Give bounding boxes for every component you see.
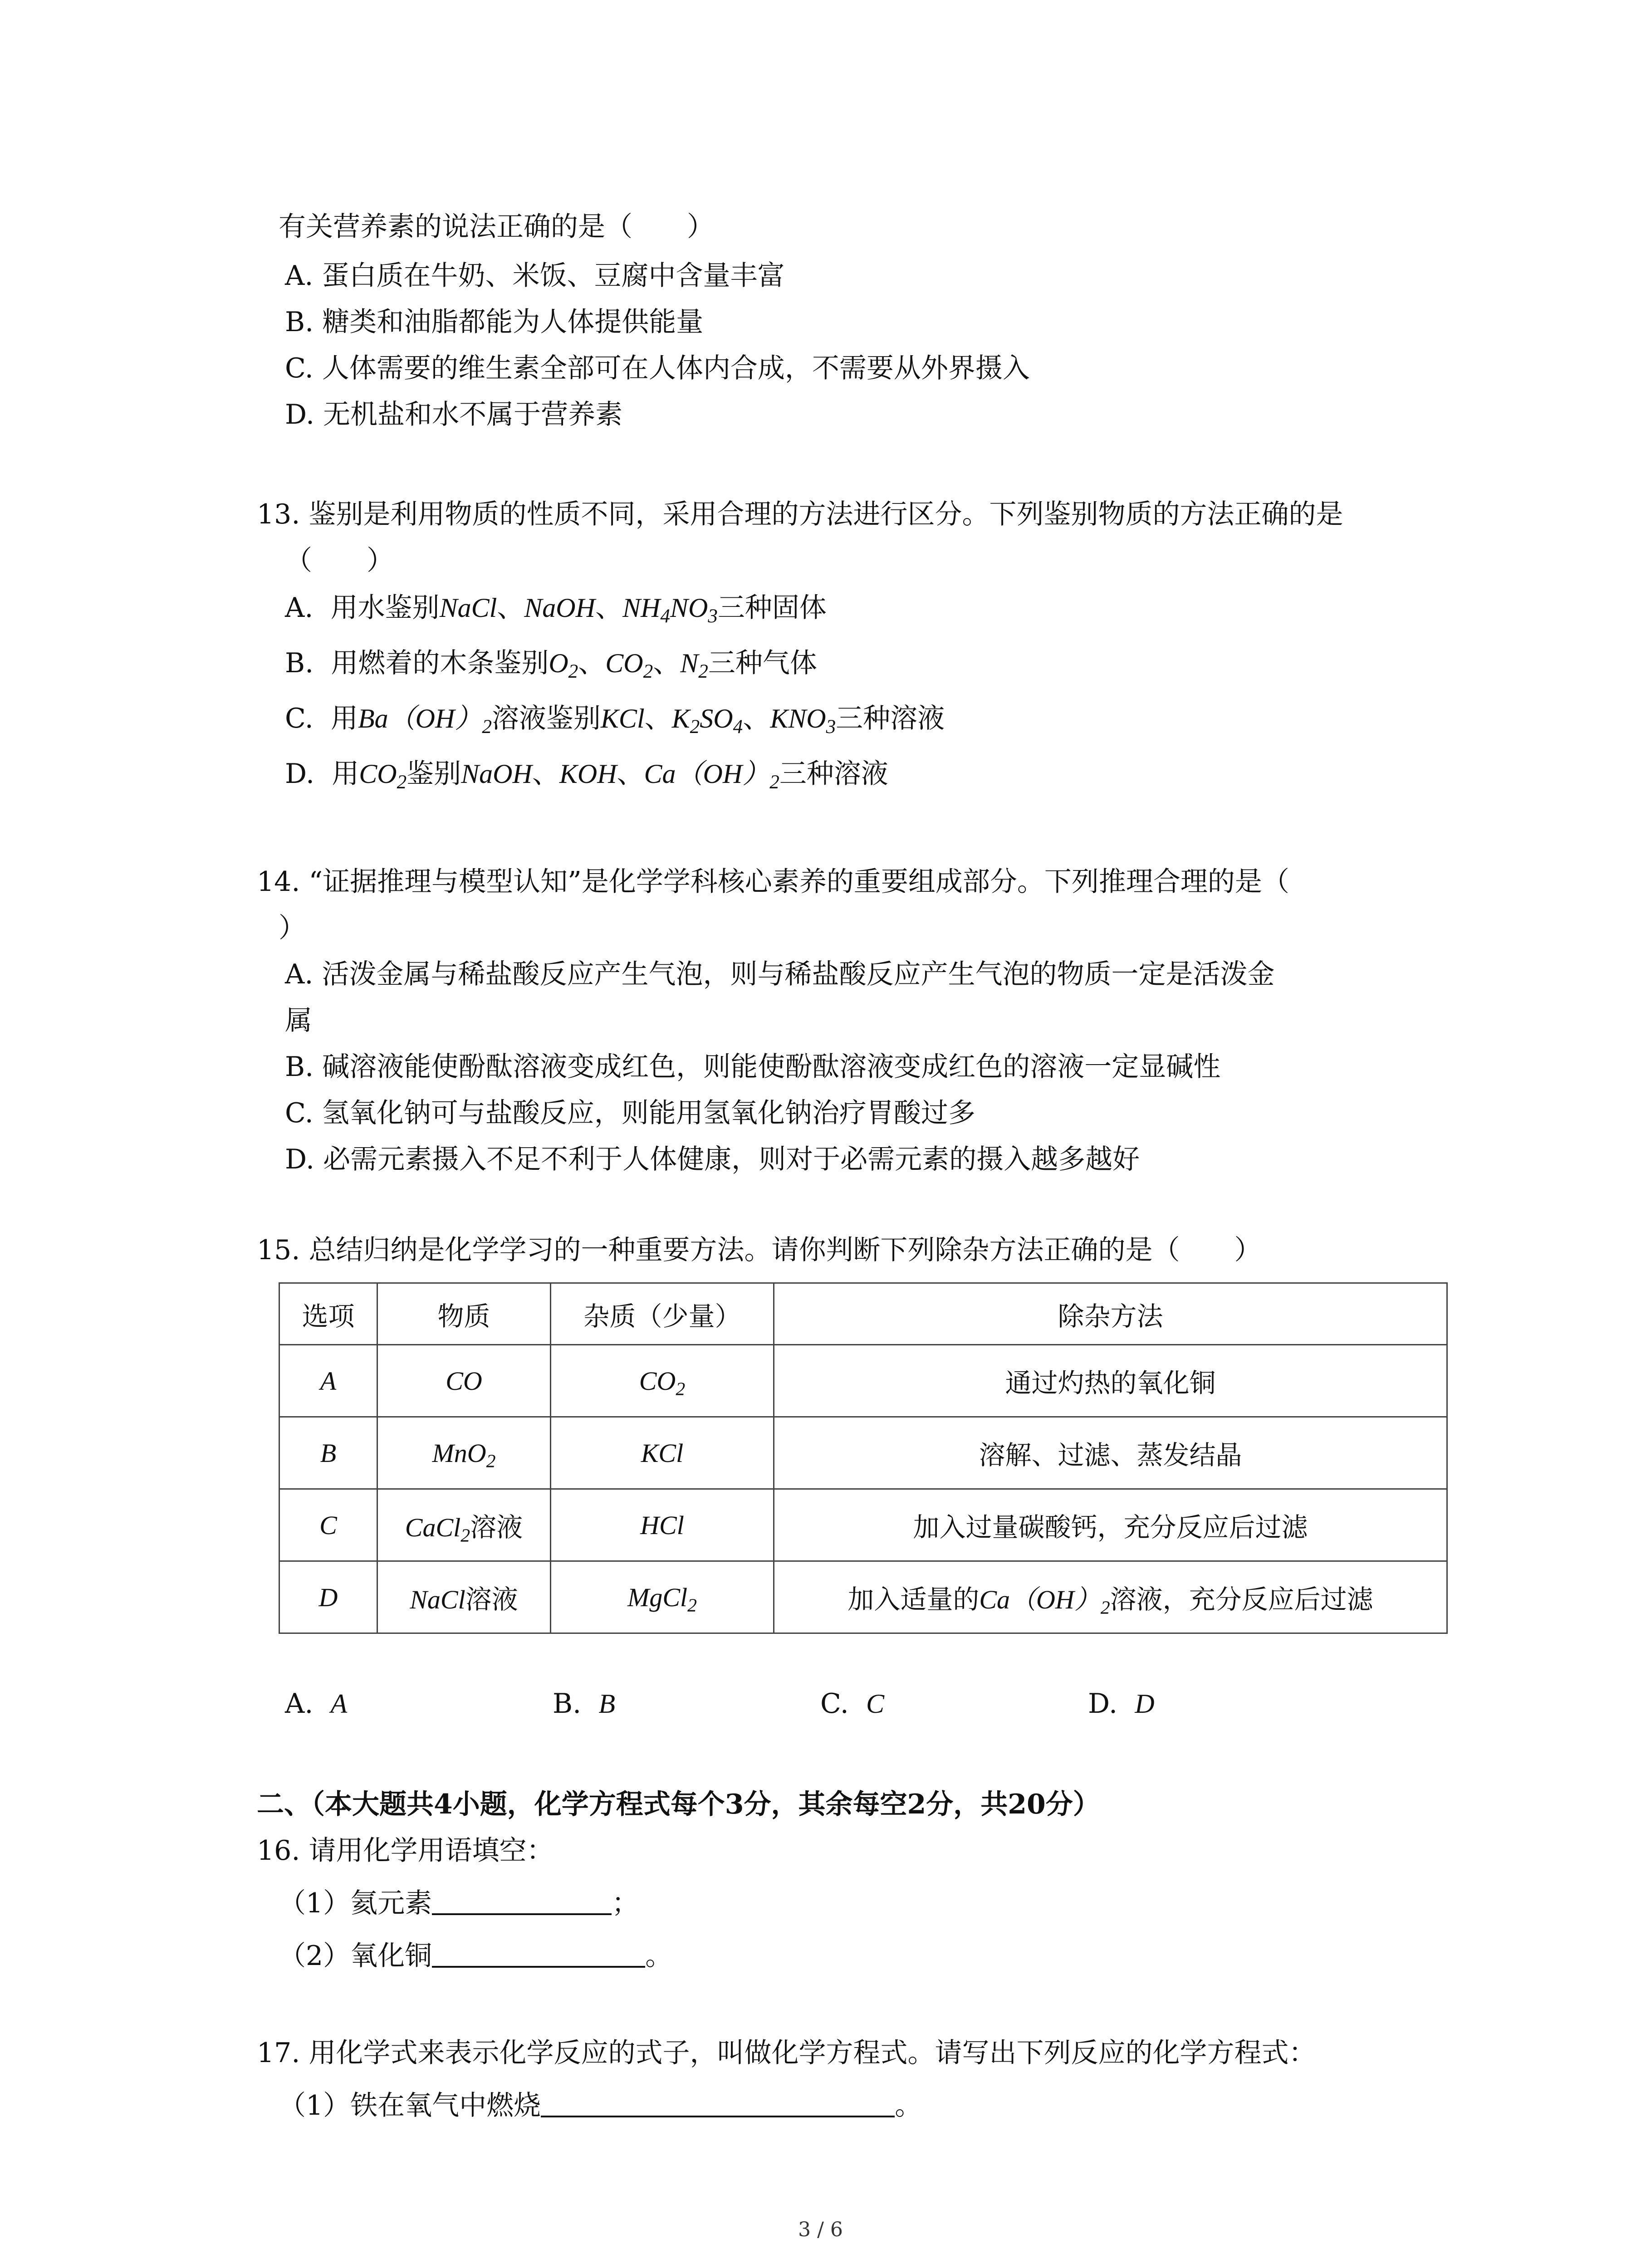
table-header: 杂质（少量）	[551, 1283, 774, 1345]
q16-part2: （2）氧化铜 。	[279, 1934, 672, 1975]
q14-option-b: B. 碱溶液能使酚酞溶液变成红色，则能使酚酞溶液变成红色的溶液一定显碱性	[285, 1051, 1221, 1083]
q17-part1: （1）铁在氧气中燃烧 。	[279, 2084, 922, 2125]
answer-blank[interactable]	[432, 1882, 612, 1915]
q15-choice-c: C. C	[820, 1688, 885, 1720]
table-row	[279, 1561, 1447, 1633]
q12-stem: 有关营养素的说法正确的是（ ）	[279, 211, 714, 243]
q12-option-a: A. 蛋白质在牛奶、米饭、豆腐中含量丰富	[285, 260, 785, 292]
q12-option-c: C. 人体需要的维生素全部可在人体内合成，不需要从外界摄入	[285, 352, 1030, 384]
table-cell-method: 加入适量的$Ca(OH)_2$溶液，充分反应后过滤	[774, 1561, 1447, 1633]
q15-choice-a: A. A	[285, 1688, 348, 1720]
page-number: 3 / 6	[798, 2218, 843, 2241]
q12-option-d: D. 无机盐和水不属于营养素	[285, 399, 623, 430]
impurity-removal-table	[279, 1282, 1448, 1634]
table-cell-impurity: $CO_2$	[551, 1345, 774, 1417]
answer-blank[interactable]	[432, 1934, 645, 1968]
q13-option-c: C. 用$Ba(OH)_2$溶液鉴别KCl、$K_2SO_4$、$KNO_3$三种溶液	[285, 703, 945, 738]
table-cell-impurity: KCl	[551, 1417, 774, 1489]
table-row	[279, 1417, 1447, 1489]
table-cell-option: C	[279, 1489, 377, 1561]
q17-stem: 17. 用化学式来表示化学反应的式子，叫做化学方程式。请写出下列反应的化学方程式：	[257, 2037, 1316, 2069]
table-row	[279, 1489, 1447, 1561]
q16-stem: 16. 请用化学用语填空：	[257, 1835, 554, 1867]
q15-choice-d: D. D	[1088, 1688, 1155, 1720]
table-cell-option: D	[279, 1561, 377, 1633]
table-cell-method: 加入过量碳酸钙，充分反应后过滤	[774, 1489, 1447, 1561]
q12-option-b: B. 糖类和油脂都能为人体提供能量	[285, 306, 704, 338]
table-header: 选项	[279, 1283, 377, 1345]
table-row	[279, 1345, 1447, 1417]
q15-stem: 15. 总结归纳是化学学习的一种重要方法。请你判断下列除杂方法正确的是（ ）	[257, 1234, 1262, 1266]
q14-stem: 14. “证据推理与模型认知”是化学学科核心素养的重要组成部分。下列推理合理的是（	[257, 866, 1289, 898]
table-cell-option: A	[279, 1345, 377, 1417]
q14-stem-cont: ）	[279, 912, 306, 944]
q13-option-d: D. 用$CO_2$鉴别NaOH、KOH、$Ca(OH)_2$三种溶液	[285, 758, 888, 793]
q13-option-b: B. 用燃着的木条鉴别$O_2$、$CO_2$、$N_2$三种气体	[285, 647, 817, 683]
table-cell-method: 溶解、过滤、蒸发结晶	[774, 1417, 1447, 1489]
table-cell-substance: CO	[377, 1345, 551, 1417]
answer-blank[interactable]	[541, 2084, 895, 2117]
q14-option-d: D. 必需元素摄入不足不利于人体健康，则对于必需元素的摄入越多越好	[285, 1144, 1140, 1175]
q13-paren: （ ）	[285, 545, 394, 577]
table-header: 物质	[377, 1283, 551, 1345]
table-cell-method: 通过灼热的氧化铜	[774, 1345, 1447, 1417]
table-cell-substance: CaCl$_2$溶液	[377, 1489, 551, 1561]
q15-choice-b: B. B	[553, 1688, 615, 1720]
q14-option-c: C. 氢氧化钠可与盐酸反应，则能用氢氧化钠治疗胃酸过多	[285, 1097, 975, 1129]
q14-option-a-cont: 属	[285, 1005, 312, 1036]
q13-stem: 13. 鉴别是利用物质的性质不同，采用合理的方法进行区分。下列鉴别物质的方法正确的是	[257, 499, 1343, 530]
table-header: 除杂方法	[774, 1283, 1447, 1345]
table-header-row	[279, 1283, 1447, 1345]
table-cell-impurity: MgCl$_2$	[551, 1561, 774, 1633]
table-cell-substance: NaCl溶液	[377, 1561, 551, 1633]
section-heading: 二、（本大题共4小题，化学方程式每个3分，其余每空2分，共20分）	[257, 1789, 1100, 1820]
table-cell-impurity: HCl	[551, 1489, 774, 1561]
q13-option-a: A. 用水鉴别NaCl、NaOH、$NH_4NO_3$三种固体	[285, 592, 827, 627]
q14-option-a: A. 活泼金属与稀盐酸反应产生气泡，则与稀盐酸反应产生气泡的物质一定是活泼金	[285, 958, 1275, 990]
table-cell-substance: MnO$_2$	[377, 1417, 551, 1489]
q16-part1: （1）氦元素 ；	[279, 1882, 639, 1922]
table-cell-option: B	[279, 1417, 377, 1489]
